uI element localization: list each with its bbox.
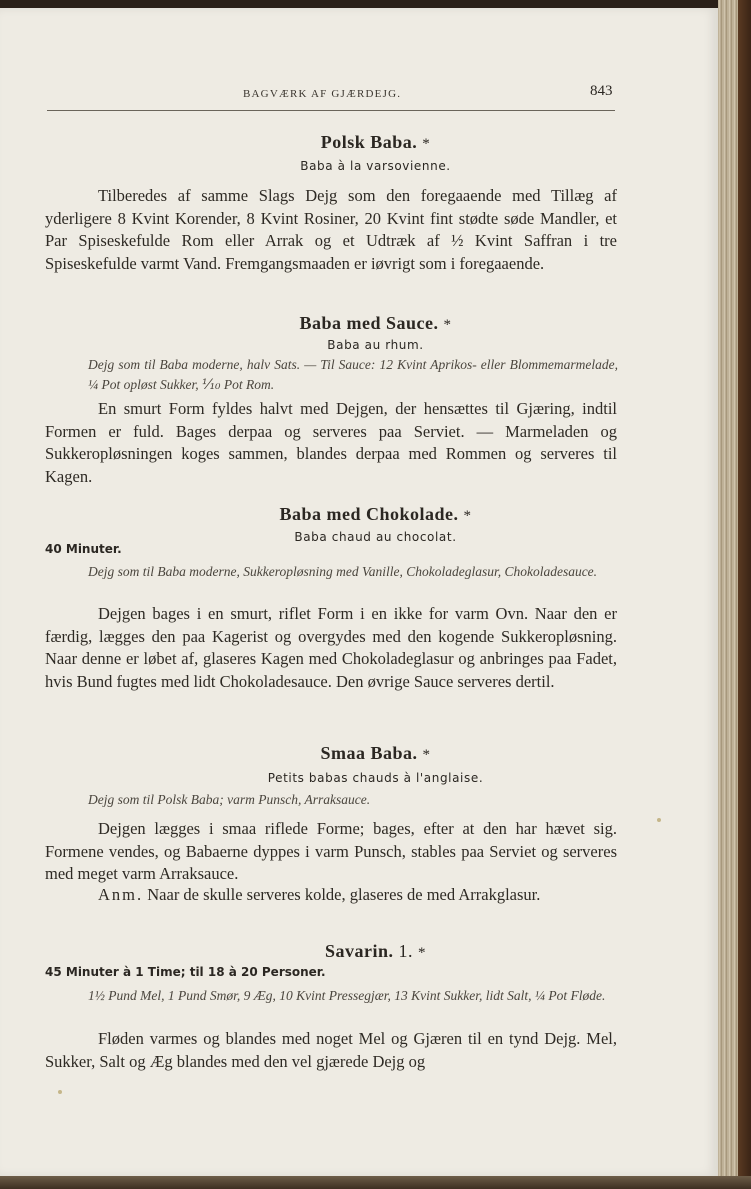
recipe-title-text: Savarin.: [324, 941, 394, 961]
running-head: BAGVÆRK AF GJÆRDEJG.: [243, 88, 402, 100]
recipe-paragraph: [45, 185, 617, 275]
recipe-title-text: Smaa Baba.: [320, 743, 418, 763]
note-text: Naar de skulle serveres kolde, glaseres de med Arrakglasur.: [147, 885, 541, 904]
note-label: Anm.: [98, 885, 144, 904]
star-mark: *: [422, 747, 431, 763]
recipe-subtitle: Baba chaud au chocolat.: [294, 530, 457, 544]
recipe-paragraph: [45, 818, 617, 886]
recipe-time: 40 Minuter.: [45, 542, 122, 556]
ingredient-list: 1½ Pund Mel, 1 Pund Smør, 9 Æg, 10 Kvint Pressegjær, 13 Kvint Sukker, lidt Salt, ¼ Pot Fløde.: [88, 988, 606, 1003]
paper-spot: [657, 818, 661, 822]
header-rule: [47, 110, 615, 111]
recipe-subtitle: Baba à la varsovienne.: [300, 159, 451, 173]
recipe-note: [45, 884, 617, 907]
paragraph-text: Dejgen lægges i smaa riflede Forme; bages, efter at den har hævet sig. Formene vendes, og Babaerne dyppes i varm Punsch, stables paa Serviet og serveres med meget varm Arraksauce.: [45, 819, 617, 883]
recipe-title-text: Polsk Baba.: [320, 132, 418, 152]
recipe-title: [0, 504, 751, 525]
book-cover-edge: [738, 0, 751, 1189]
paper-spot: [58, 1090, 62, 1094]
star-mark: *: [463, 508, 472, 524]
recipe-paragraph: [45, 1028, 617, 1073]
recipe-number: 1.: [398, 941, 413, 961]
recipe-title: [0, 743, 751, 764]
paragraph-text: Tilberedes af samme Slags Dejg som den foregaaende med Tillæg af yderligere 8 Kvint Korender, 8 Kvint Rosiner, 20 Kvint fint stødte søde Mandler, et Par Spiseskefulde Rom eller Arrak og et Udtræk af ½ Kvint Saffran i tre Spiseskefulde varmt Vand. Fremgangsmaaden er iøvrigt som i foregaaende.: [45, 186, 617, 273]
star-mark: *: [418, 945, 426, 961]
recipe-title: [0, 132, 751, 153]
paragraph-text: Dejgen bages i en smurt, riflet Form i en ikke for varm Ovn. Naar den er færdig, lægges den paa Kagerist og overgydes med den kogende Sukkeropløsning. Naar denne er løbet af, glaseres Kagen med Chokoladeglasur og anbringes paa Fadet, hvis Bund fugtes med lidt Chokoladesauce. Den øvrige Sauce serveres dertil.: [45, 604, 617, 691]
paragraph-text: En smurt Form fyldes halvt med Dejgen, der hensættes til Gjæring, indtil Formen er fuld. Bages derpaa og serveres paa Serviet. — Marmeladen og Sukkeropløsningen koges sammen, blandes derpaa med Rommen og serveres til Kagen.: [45, 399, 617, 486]
star-mark: *: [422, 136, 431, 152]
page-number: 843: [590, 83, 613, 99]
recipe-title: [0, 941, 751, 962]
paragraph-text: Fløden varmes og blandes med noget Mel og Gjæren til en tynd Dejg. Mel, Sukker, Salt og Æg blandes med den vel gjærede Dejg og: [45, 1029, 617, 1071]
recipe-title-text: Baba med Sauce.: [299, 313, 439, 333]
recipe-title-text: Baba med Chokolade.: [279, 504, 459, 524]
star-mark: *: [443, 317, 452, 333]
recipe-subtitle: Petits babas chauds à l'anglaise.: [267, 771, 484, 785]
ingredient-list: Dejg som til Baba moderne, Sukkeropløsning med Vanille, Chokoladeglasur, Chokoladesauce.: [88, 564, 598, 579]
ingredient-list: Dejg som til Polsk Baba; varm Punsch, Arraksauce.: [88, 792, 371, 807]
ingredient-list: Dejg som til Baba moderne, halv Sats. — Til Sauce: 12 Kvint Aprikos- eller Blommemarmelade, ¼ Pot opløst Sukker, ⅒ Pot Rom.: [88, 357, 618, 392]
recipe-time: 45 Minuter à 1 Time; til 18 à 20 Personer.: [45, 965, 326, 979]
recipe-title: [0, 313, 751, 334]
book-bottom-edge: [0, 1176, 751, 1189]
recipe-paragraph: [45, 398, 617, 488]
recipe-paragraph: [45, 603, 617, 693]
recipe-subtitle: Baba au rhum.: [327, 338, 424, 352]
